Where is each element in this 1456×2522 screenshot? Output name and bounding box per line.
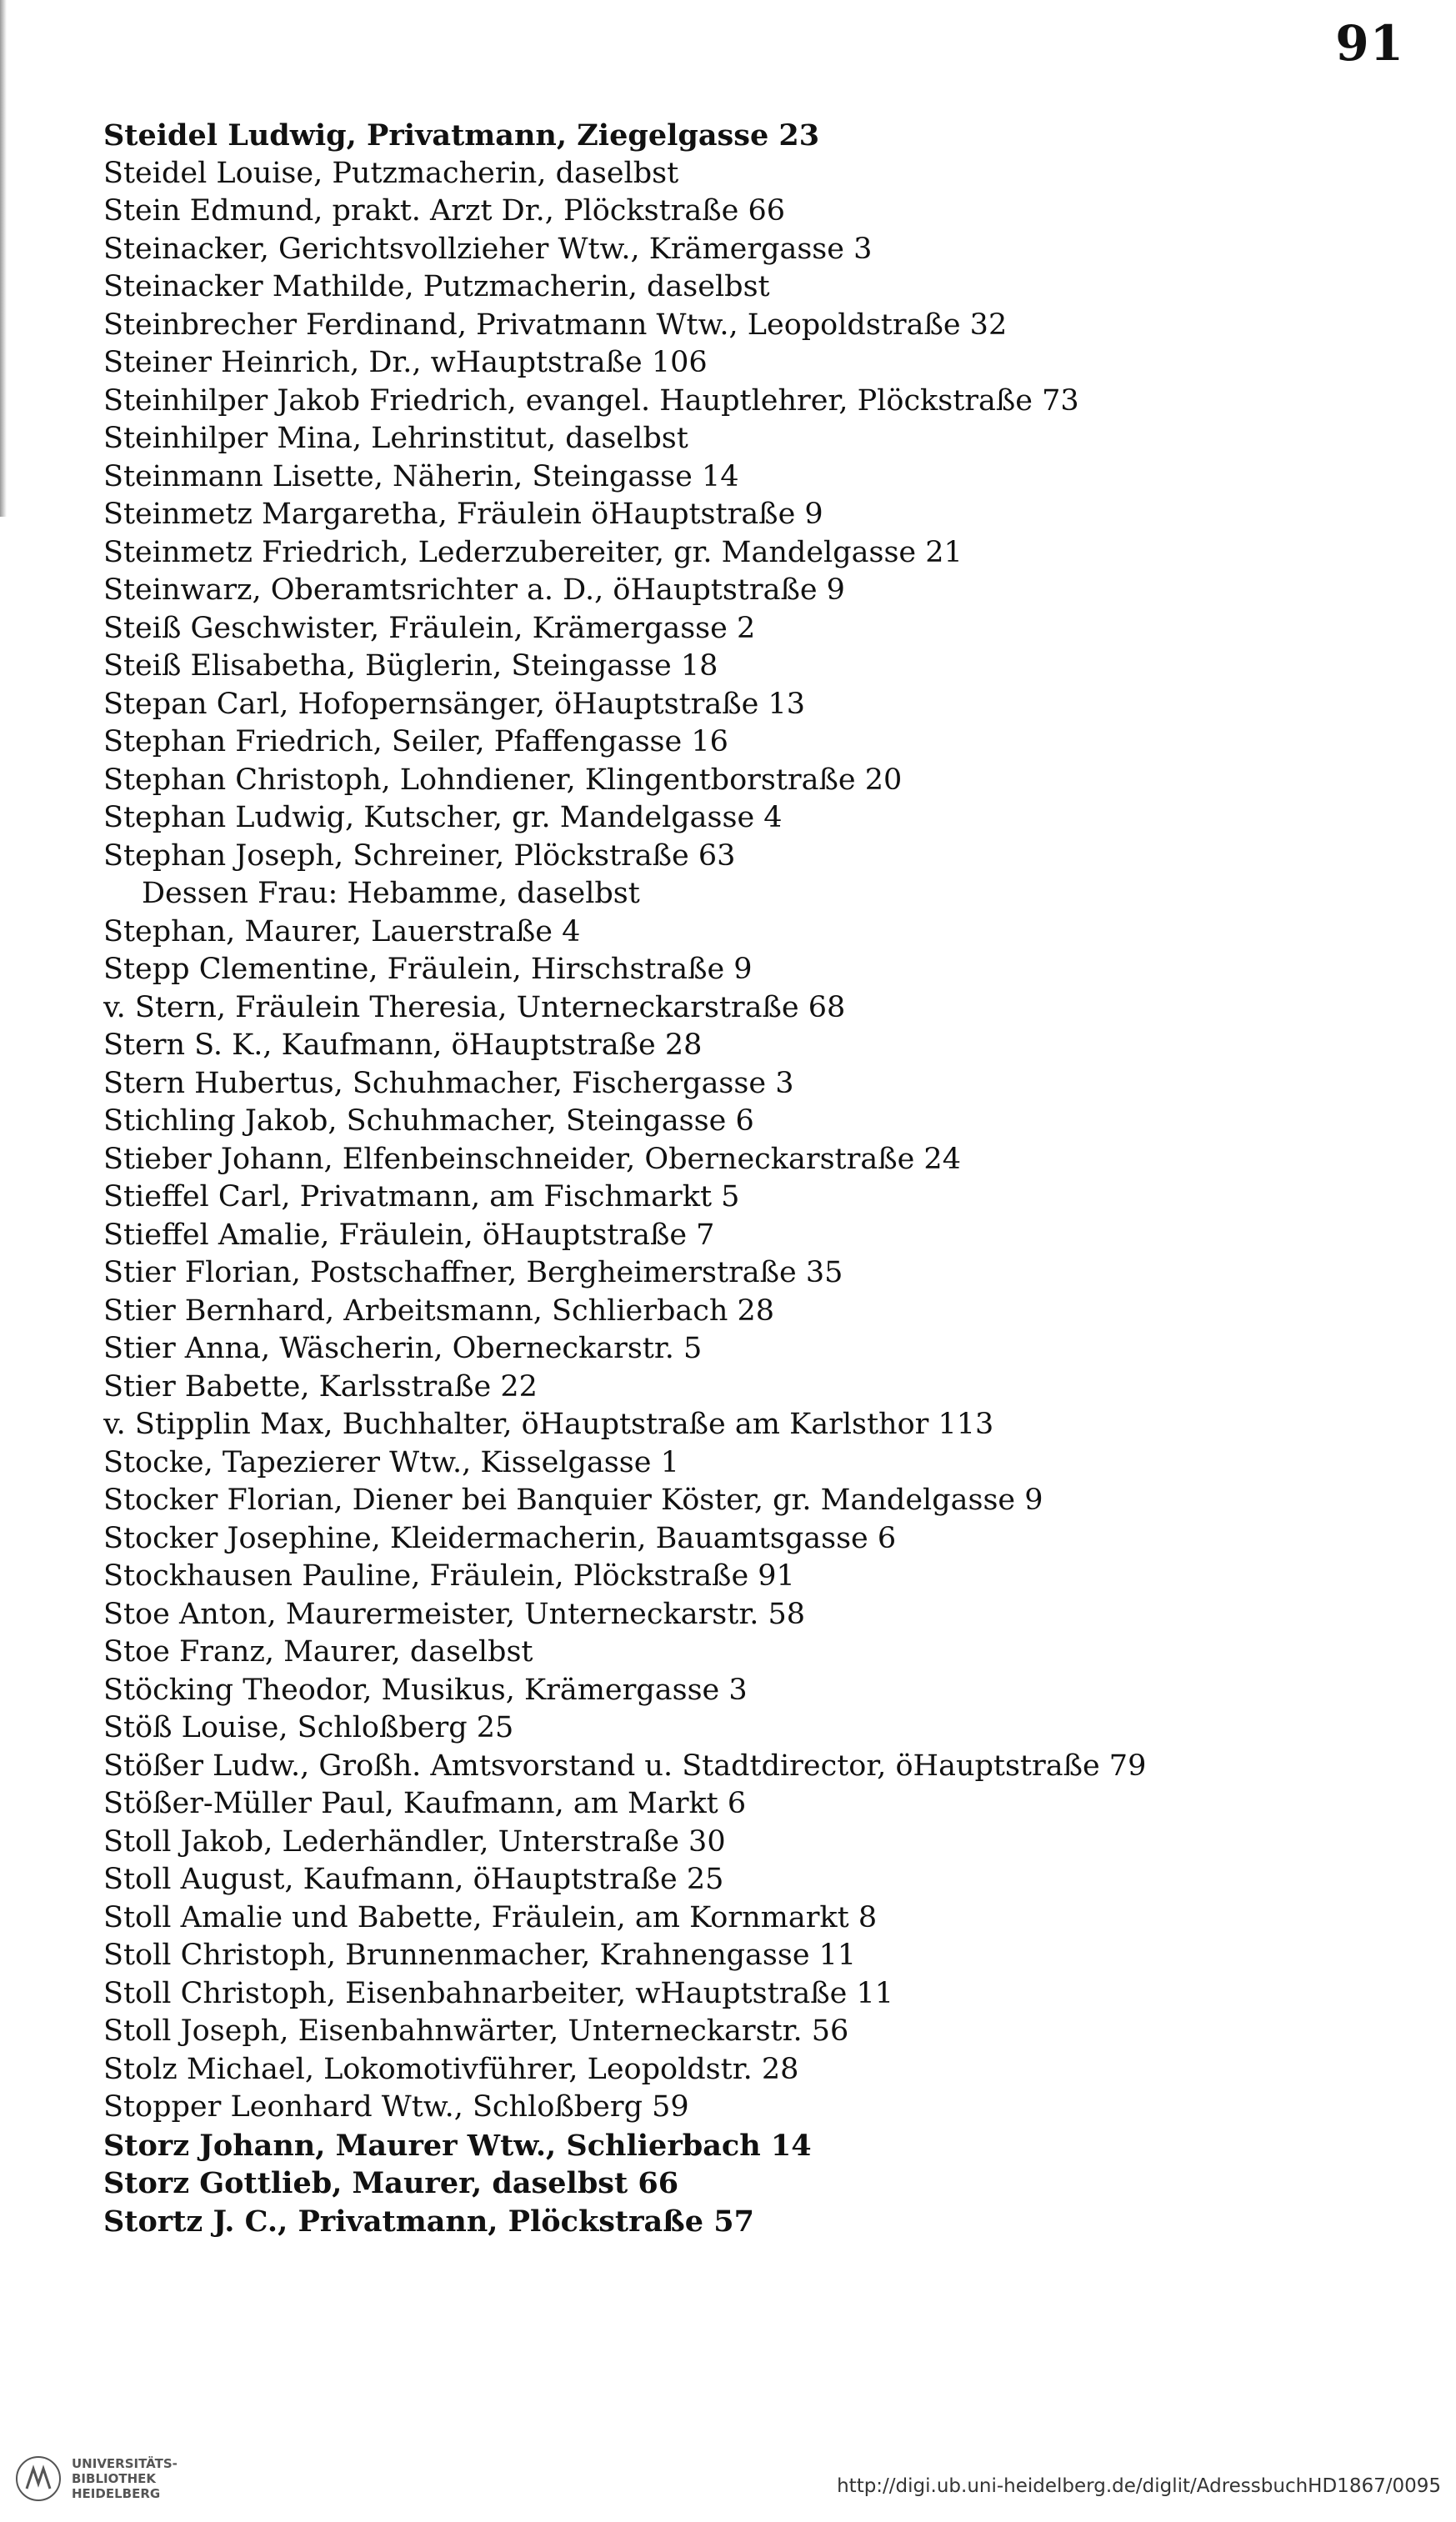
address-entry: Steinmann Lisette, Näherin, Steingasse 14: [103, 459, 739, 493]
address-entry: Stößer-Müller Paul, Kaufmann, am Markt 6: [103, 1787, 747, 1820]
address-entry: Stoe Franz, Maurer, daselbst: [103, 1635, 533, 1669]
address-entry: Stier Babette, Karlsstraße 22: [103, 1369, 538, 1404]
address-entry: Stepp Clementine, Fräulein, Hirschstraße 9: [103, 953, 753, 986]
footer: [0, 2439, 1456, 2522]
address-entry: Stichling Jakob, Schuhmacher, Steingasse 6: [103, 1104, 754, 1138]
address-entry: Stoll Jakob, Lederhändler, Unterstraße 30: [103, 1824, 726, 1859]
logo-line-3: HEIDELBERG: [72, 2486, 161, 2501]
address-entry: Steiß Elisabetha, Büglerin, Steingasse 18: [103, 649, 718, 683]
address-entry: v. Stipplin Max, Buchhalter, öHauptstraße am Karlsthor 113: [103, 1408, 994, 1441]
address-entry: Stern S. K., Kaufmann, öHauptstraße 28: [103, 1028, 703, 1062]
address-entry: Stolz Michael, Lokomotivführer, Leopoldstr. 28: [103, 2052, 799, 2086]
address-entry: Storz Gottlieb, Maurer, daselbst 66: [103, 2166, 679, 2200]
address-entry: Steinacker Mathilde, Putzmacherin, daselbst: [103, 270, 770, 303]
address-entry: Steinwarz, Oberamtsrichter a. D., öHauptstraße 9: [103, 573, 845, 607]
address-entry: Steiß Geschwister, Fräulein, Krämergasse 2: [103, 611, 756, 645]
address-entry: Stier Anna, Wäscherin, Oberneckarstr. 5: [103, 1332, 703, 1365]
address-entry: Dessen Frau: Hebamme, daselbst: [142, 877, 640, 910]
library-seal-icon: [15, 2455, 62, 2502]
address-entry: Stephan Christoph, Lohndiener, Klingentborstraße 20: [103, 763, 903, 797]
address-entry: Steidel Louise, Putzmacherin, daselbst: [103, 156, 679, 190]
address-entry: Steinmetz Friedrich, Lederzubereiter, gr. Mandelgasse 21: [103, 535, 963, 569]
address-entry: Stier Bernhard, Arbeitsmann, Schlierbach 28: [103, 1294, 775, 1328]
address-entry: Steinbrecher Ferdinand, Privatmann Wtw., Leopoldstraße 32: [103, 308, 1008, 342]
address-entry: Stoll Joseph, Eisenbahnwärter, Unterneckarstr. 56: [103, 2014, 849, 2048]
library-logo-text: [72, 2456, 178, 2501]
address-entry: Stieffel Carl, Privatmann, am Fischmarkt 5: [103, 1180, 740, 1213]
address-entry: Stöcking Theodor, Musikus, Krämergasse 3: [103, 1673, 748, 1707]
address-entry: Stößer Ludw., Großh. Amtsvorstand u. Stadtdirector, öHauptstraße 79: [103, 1749, 1147, 1783]
library-logo[interactable]: [15, 2455, 178, 2502]
address-entry: Stier Florian, Postschaffner, Bergheimerstraße 35: [103, 1256, 843, 1289]
address-entry: Stoll August, Kaufmann, öHauptstraße 25: [103, 1863, 724, 1896]
address-entry: Stocker Josephine, Kleidermacherin, Bauamtsgasse 6: [103, 1521, 897, 1555]
address-entry: Stein Edmund, prakt. Arzt Dr., Plöckstraße 66: [103, 194, 785, 228]
address-entry: v. Stern, Fräulein Theresia, Unterneckarstraße 68: [103, 990, 846, 1024]
address-entry: Steinhilper Jakob Friedrich, evangel. Hauptlehrer, Plöckstraße 73: [103, 383, 1079, 418]
address-entry: Steinmetz Margaretha, Fräulein öHauptstraße 9: [103, 498, 823, 531]
address-entry: Stoe Anton, Maurermeister, Unterneckarstr. 58: [103, 1597, 805, 1631]
address-entry: Stocker Florian, Diener bei Banquier Köster, gr. Mandelgasse 9: [103, 1484, 1043, 1517]
address-entry: Stephan Joseph, Schreiner, Plöckstraße 63: [103, 838, 736, 873]
address-entry: Steiner Heinrich, Dr., wHauptstraße 106: [103, 346, 708, 379]
address-entry: Stephan Friedrich, Seiler, Pfaffengasse 16: [103, 725, 728, 758]
address-entry: Stortz J. C., Privatmann, Plöckstraße 57: [103, 2204, 754, 2239]
address-entry: Stephan, Maurer, Lauerstraße 4: [103, 914, 581, 948]
address-entry: Stockhausen Pauline, Fräulein, Plöckstraße 91: [103, 1559, 795, 1593]
address-entry: Stopper Leonhard Wtw., Schloßberg 59: [103, 2090, 689, 2124]
address-entry: Storz Johann, Maurer Wtw., Schlierbach 14: [103, 2128, 812, 2163]
scan-edge-shadow: [0, 0, 7, 517]
address-entry: Stieffel Amalie, Fräulein, öHauptstraße 7: [103, 1218, 715, 1252]
source-url-link[interactable]: http://digi.ub.uni-heidelberg.de/diglit/AdressbuchHD1867/0095: [837, 2475, 1441, 2497]
logo-line-2: BIBLIOTHEK: [72, 2471, 156, 2486]
address-entry: Stöß Louise, Schloßberg 25: [103, 1711, 514, 1744]
address-entry: Stoll Christoph, Brunnenmacher, Krahnengasse 11: [103, 1939, 857, 1972]
address-entry: Stepan Carl, Hofopernsänger, öHauptstraße 13: [103, 687, 805, 721]
address-entry: Steinhilper Mina, Lehrinstitut, daselbst: [103, 422, 688, 455]
address-entry: Stephan Ludwig, Kutscher, gr. Mandelgasse 4: [103, 801, 783, 834]
address-entry-list: [103, 117, 1403, 2240]
address-entry: Stieber Johann, Elfenbeinschneider, Oberneckarstraße 24: [103, 1142, 961, 1176]
address-entry: Stoll Amalie und Babette, Fräulein, am Kornmarkt 8: [103, 1900, 878, 1934]
page-number: 91: [1335, 15, 1404, 72]
address-entry: Steidel Ludwig, Privatmann, Ziegelgasse 23: [103, 118, 820, 153]
address-entry: Stoll Christoph, Eisenbahnarbeiter, wHauptstraße 11: [103, 1976, 894, 2010]
address-entry: Steinacker, Gerichtsvollzieher Wtw., Krämergasse 3: [103, 232, 873, 266]
address-entry: Stocke, Tapezierer Wtw., Kisselgasse 1: [103, 1445, 679, 1479]
address-entry: Stern Hubertus, Schuhmacher, Fischergasse 3: [103, 1066, 794, 1100]
logo-line-1: UNIVERSITÄTS-: [72, 2456, 178, 2471]
